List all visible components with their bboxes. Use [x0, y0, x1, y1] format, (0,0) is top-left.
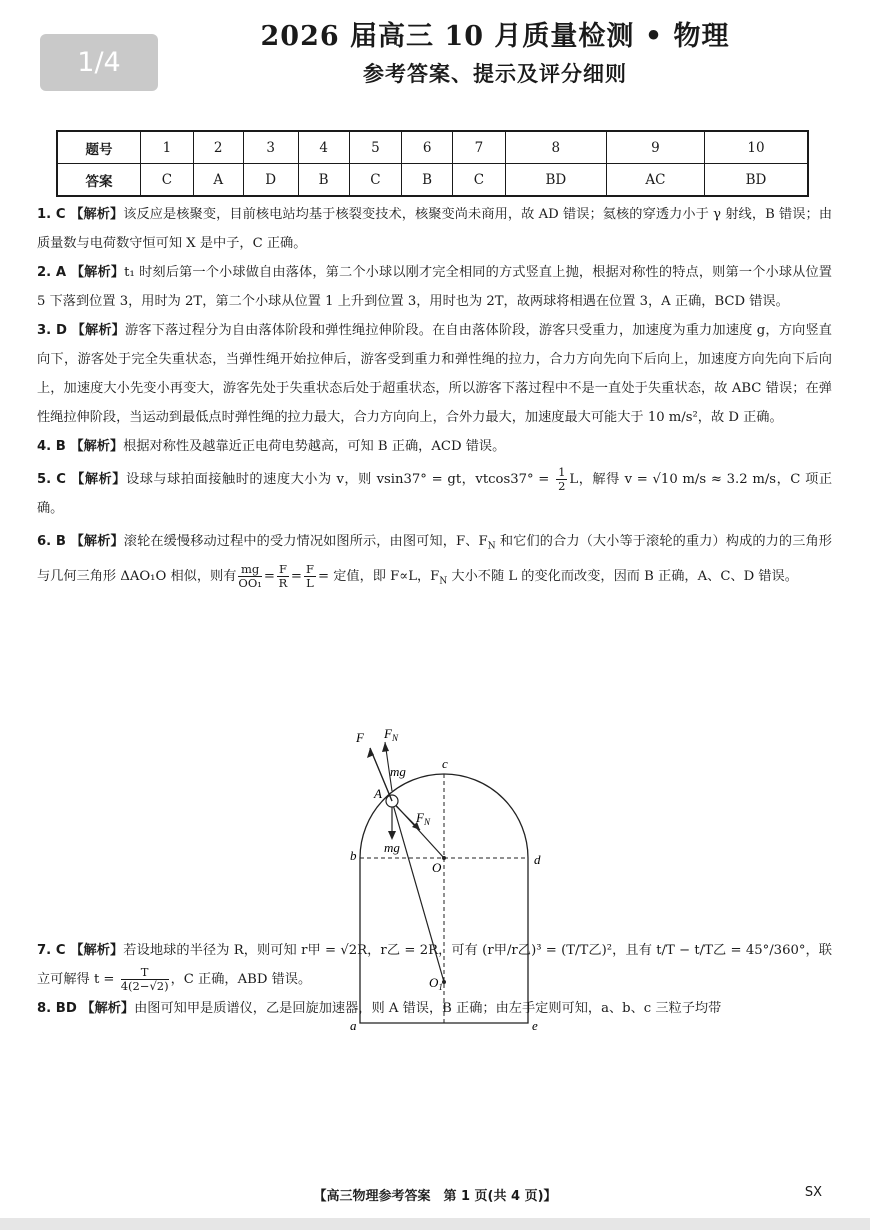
label-mg-top: mg	[390, 764, 406, 779]
page-badge: 1/4	[40, 34, 158, 91]
solution-text: 游客下落过程分为自由落体阶段和弹性绳拉伸阶段。在自由落体阶段，游客只受重力，加速度为重力加速度 g，方向竖直向下，游客处于完全失重状态，当弹性绳开始拉伸后，游客受到重力和弹性绳的拉力，合力方向先向下后向上，加速度方向先向下后向上，加速度大小先变小再变大，游客先处于失重状态后处于超重状态，所以游客下落过程中不是一直处于失重状态，故 ABC 错误；在弹性绳拉伸阶段，当运动到最低点时弹性绳的拉力最大，合力方向向上，合外力最大，加速度最大可能大于 10 m/s²，故 D 正确。	[37, 323, 832, 425]
solution-item	[37, 200, 832, 258]
label-a: A	[374, 786, 382, 801]
label-fn-text: F	[384, 726, 392, 741]
answer-cell: BD	[505, 164, 606, 197]
solution-text: 若设地球的半径为 R，则可知 r甲 = √2R，r乙 = 2R，可有 (r甲/r乙)³ = (T/T乙)²，且有 t/T − t/T乙 = 45°/360°，联立可解得 t =	[37, 943, 832, 988]
row-header: 题号	[57, 131, 141, 164]
fraction-numerator: 1	[558, 465, 566, 479]
label-fn-sub: N	[391, 733, 398, 743]
force-diagram	[340, 726, 580, 1036]
question-number: 7	[453, 131, 506, 164]
solution-text: t₁ 时刻后第一个小球做自由落体，第二个小球以刚才完全相同的方式竖直上抛，根据对称性的特点，则第一个小球从位置 5 下落到位置 3，用时为 2T，第二个小球从位置 1 上升到位置 3，用时也为 2T，故两球将相遇在位置 3，A 正确，BCD 错误。	[37, 265, 832, 309]
fraction-numerator: F	[305, 561, 314, 576]
question-number: 6	[402, 131, 453, 164]
table-row	[57, 164, 808, 197]
answer-cell: A	[193, 164, 243, 197]
label-mg: mg	[384, 840, 400, 855]
label-fn-sub: N	[423, 817, 430, 827]
solution-text: 滚轮在缓慢移动过程中的受力情况如图所示，由图可知，F、F	[123, 534, 488, 549]
fraction	[238, 563, 261, 590]
bottom-band	[0, 1218, 870, 1230]
fraction-numerator: mg	[238, 563, 261, 577]
table-row	[57, 131, 808, 164]
solution-label: 8. BD 【解析】	[37, 1001, 135, 1017]
question-number: 2	[193, 131, 243, 164]
arrow-head	[382, 742, 389, 752]
solution-text: L，解得 v = √10 m/s ≈ 3.2 m/s，C 项正确。	[37, 472, 833, 516]
solution-text: 大小不随 L 的变化而改变，因而 B 正确，A、C、D 错误。	[447, 568, 798, 584]
question-number: 3	[243, 131, 298, 164]
fraction	[304, 563, 316, 590]
fraction-denominator: 4(2−√2)	[120, 979, 169, 994]
label-fn-top	[383, 726, 399, 743]
solution-text: 该反应是核聚变，目前核电站均基于核裂变技术，核聚变尚未商用，故 AD 错误；氦核的穿透力小于 γ 射线，B 错误；由质量数与电荷数守恒可知 X 是中子，C 正确。	[37, 207, 833, 251]
answer-cell: BD	[704, 164, 808, 197]
answer-cell: B	[402, 164, 453, 197]
solution-label: 6. B 【解析】	[37, 534, 124, 549]
footer-code: SX	[804, 1185, 822, 1200]
solution-label: 4. B 【解析】	[37, 439, 124, 454]
question-number: 4	[298, 131, 349, 164]
answer-cell: AC	[606, 164, 704, 197]
question-number: 10	[704, 131, 808, 164]
solution-label: 1. C 【解析】	[37, 207, 124, 222]
subscript: N	[439, 576, 448, 587]
fraction-numerator: T	[121, 966, 169, 980]
center-point	[442, 856, 446, 860]
solution-text: = 定值，即 F∝L，F	[317, 568, 440, 584]
label-o1	[429, 975, 443, 992]
solution-item	[37, 465, 832, 523]
solution-label: 2. A 【解析】	[37, 265, 125, 280]
solution-label: 5. C 【解析】	[37, 472, 126, 487]
question-number: 8	[505, 131, 606, 164]
answer-table	[56, 130, 809, 197]
label-e: e	[532, 1018, 538, 1033]
footer-page-info: 【高三物理参考答案 第 1 页(共 4 页)】	[313, 1189, 557, 1204]
question-number: 1	[141, 131, 194, 164]
label-f: F	[356, 730, 364, 745]
answer-cell: C	[141, 164, 194, 197]
question-number: 5	[349, 131, 402, 164]
solution-item	[37, 316, 832, 432]
footer	[0, 1185, 870, 1207]
fraction	[556, 466, 567, 493]
solution-item: 6. B 【解析】滚轮在缓慢移动过程中的受力情况如图所示，由图可知，F、$F_N$ 和它们的合力（大小等于滚轮的重力）构成的力的三角形与几何三角形 ΔAO₁O 相似，则有 $\frac{mg}{\text{OO₁}}$ = $\frac{F}{R}$ = $\frac{F}{L}$ = 定值，即 F∝L，$F_N$ 大小不随 L 的变化而改变，因而 B 正确，A、C、D 错误。	[37, 534, 832, 590]
fraction-numerator: F	[278, 561, 287, 576]
solution-item	[37, 432, 832, 461]
solution-label: 3. D 【解析】	[37, 323, 126, 338]
label-a-bottom: a	[350, 1018, 357, 1033]
answer-cell: D	[243, 164, 298, 197]
solution-text: 根据对称性及越靠近正电荷电势越高，可知 B 正确，ACD 错误。	[123, 439, 506, 454]
solution-text: 设球与球拍面接触时的速度大小为 v，则 vsin37° = gt，vtcos37° =	[125, 472, 555, 487]
fraction-denominator: OO₁	[238, 575, 262, 590]
question-number: 9	[606, 131, 704, 164]
label-d: d	[534, 852, 541, 867]
fraction-denominator: R	[278, 575, 288, 590]
label-fn-text: F	[416, 810, 424, 825]
solution-text: 和它们的合力（大小等于滚轮的重力）构成的力的三角形与几何三角形 ΔAO₁O 相似，则有	[37, 534, 832, 584]
solution-label: 7. C 【解析】	[37, 943, 124, 959]
page-subtitle: 参考答案、提示及评分细则	[363, 61, 627, 86]
label-c: c	[442, 756, 448, 771]
arrow-head	[388, 831, 396, 840]
solution-item	[37, 258, 832, 316]
answer-cell: C	[349, 164, 402, 197]
solution-text: 由图可知甲是质谱仪，乙是回旋加速器，则 A 错误，B 正确；由左手定则可知，a、b、c 三粒子均带	[134, 1001, 722, 1017]
fraction-denominator: L	[306, 575, 314, 590]
subscript: N	[487, 541, 496, 552]
answer-cell: B	[298, 164, 349, 197]
fraction	[277, 563, 289, 590]
label-o1-text: O	[429, 975, 439, 990]
solution-text: ，C 正确，ABD 错误。	[170, 972, 312, 988]
answer-cell: C	[453, 164, 506, 197]
fraction-denominator: 2	[558, 479, 566, 493]
row-header: 答案	[57, 164, 141, 197]
label-b: b	[350, 848, 357, 863]
label-fn	[415, 810, 431, 827]
label-o: O	[432, 860, 442, 875]
label-o1-sub: 1	[438, 982, 443, 992]
fraction	[121, 966, 169, 993]
page-title: 2026 届高三 10 月质量检测 • 物理	[260, 21, 730, 52]
